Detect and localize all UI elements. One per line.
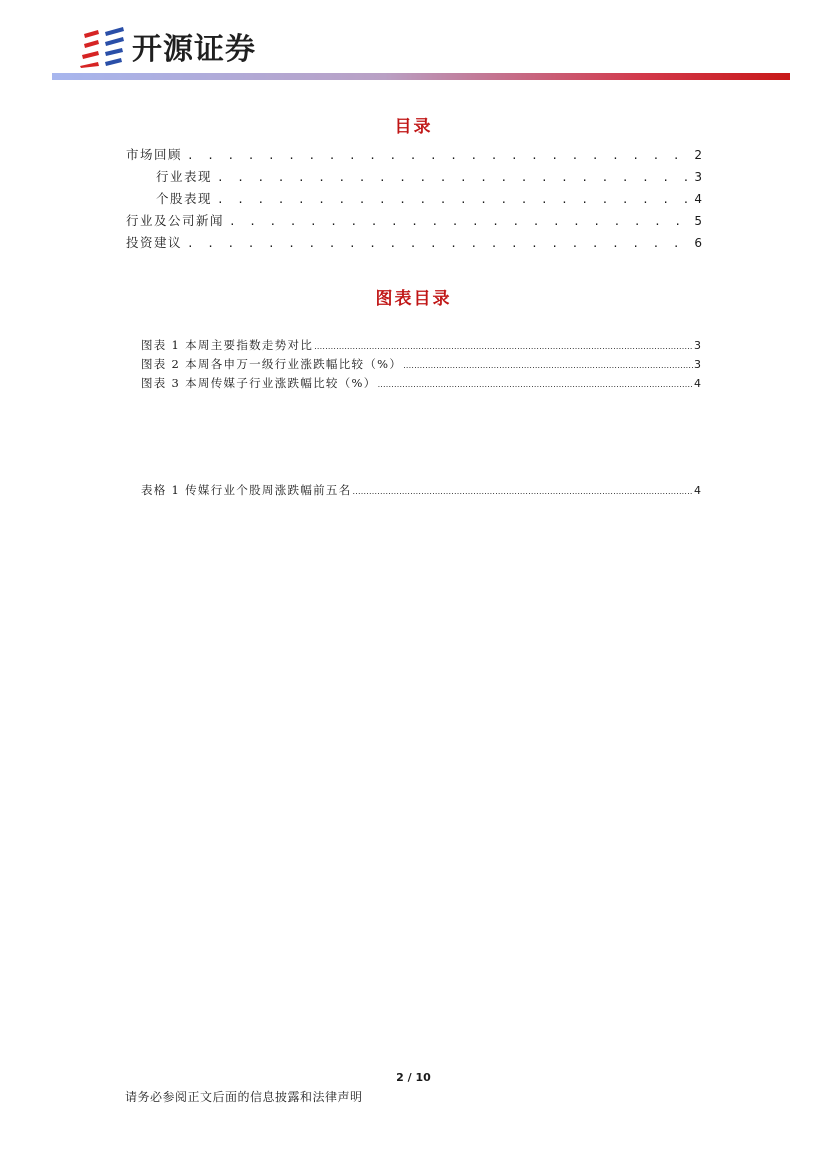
header-divider: [52, 73, 790, 80]
table-entry[interactable]: [141, 482, 701, 501]
figure-entry-text: 图表 2 本周各申万一级行业涨跌幅比较（%）: [141, 357, 403, 371]
dot-leader: [217, 193, 689, 206]
page-indicator: 2 / 10: [396, 1071, 431, 1084]
toc-entry-text: 投资建议: [126, 235, 183, 250]
figure-entry[interactable]: [141, 375, 701, 394]
toc-entry[interactable]: [126, 211, 702, 233]
toc-entry-text: 市场回顾: [126, 147, 183, 162]
toc-entry[interactable]: [126, 145, 702, 167]
figure-entry-page: 4: [694, 377, 701, 390]
figure-entry-text: 图表 1 本周主要指数走势对比: [141, 338, 314, 352]
toc-entry-text: 行业及公司新闻: [126, 213, 225, 228]
brand-name: 开源证券: [132, 32, 256, 67]
dot-leader: [217, 171, 689, 184]
toc-entry[interactable]: [126, 167, 702, 189]
header: [78, 24, 256, 68]
figure-entry-text: 图表 3 本周传媒子行业涨跌幅比较（%）: [141, 376, 377, 390]
toc-entry-page: 6: [694, 236, 702, 250]
dot-leader: [187, 149, 689, 162]
toc-entry-page: 3: [694, 170, 702, 184]
toc-entry-text: 行业表现: [156, 169, 213, 184]
dot-leader: [353, 487, 693, 496]
toc-entry[interactable]: [126, 233, 702, 255]
dot-leader: [378, 380, 693, 389]
toc-title: 目录: [394, 117, 433, 137]
figure-entry[interactable]: [141, 356, 701, 375]
table-of-contents: [126, 145, 702, 255]
dot-leader: [187, 237, 689, 250]
dot-leader: [403, 361, 693, 370]
footer-disclaimer: 请务必参阅正文后面的信息披露和法律声明: [125, 1090, 363, 1104]
figure-entry-page: 3: [694, 339, 701, 352]
figures-title: 图表目录: [375, 289, 452, 309]
toc-entry[interactable]: [126, 189, 702, 211]
toc-entry-text: 个股表现: [156, 191, 213, 206]
table-list: [141, 482, 701, 501]
kaiyuan-logo-icon: [78, 24, 128, 68]
table-entry-page: 4: [694, 484, 701, 497]
dot-leader: [229, 215, 689, 228]
table-entry-text: 表格 1 传媒行业个股周涨跌幅前五名: [141, 483, 352, 497]
toc-entry-page: 2: [694, 148, 702, 162]
toc-entry-page: 4: [694, 192, 702, 206]
figure-entry-page: 3: [694, 358, 701, 371]
figure-entry[interactable]: [141, 337, 701, 356]
toc-entry-page: 5: [694, 214, 702, 228]
dot-leader: [314, 342, 693, 351]
figure-list: [141, 337, 701, 394]
